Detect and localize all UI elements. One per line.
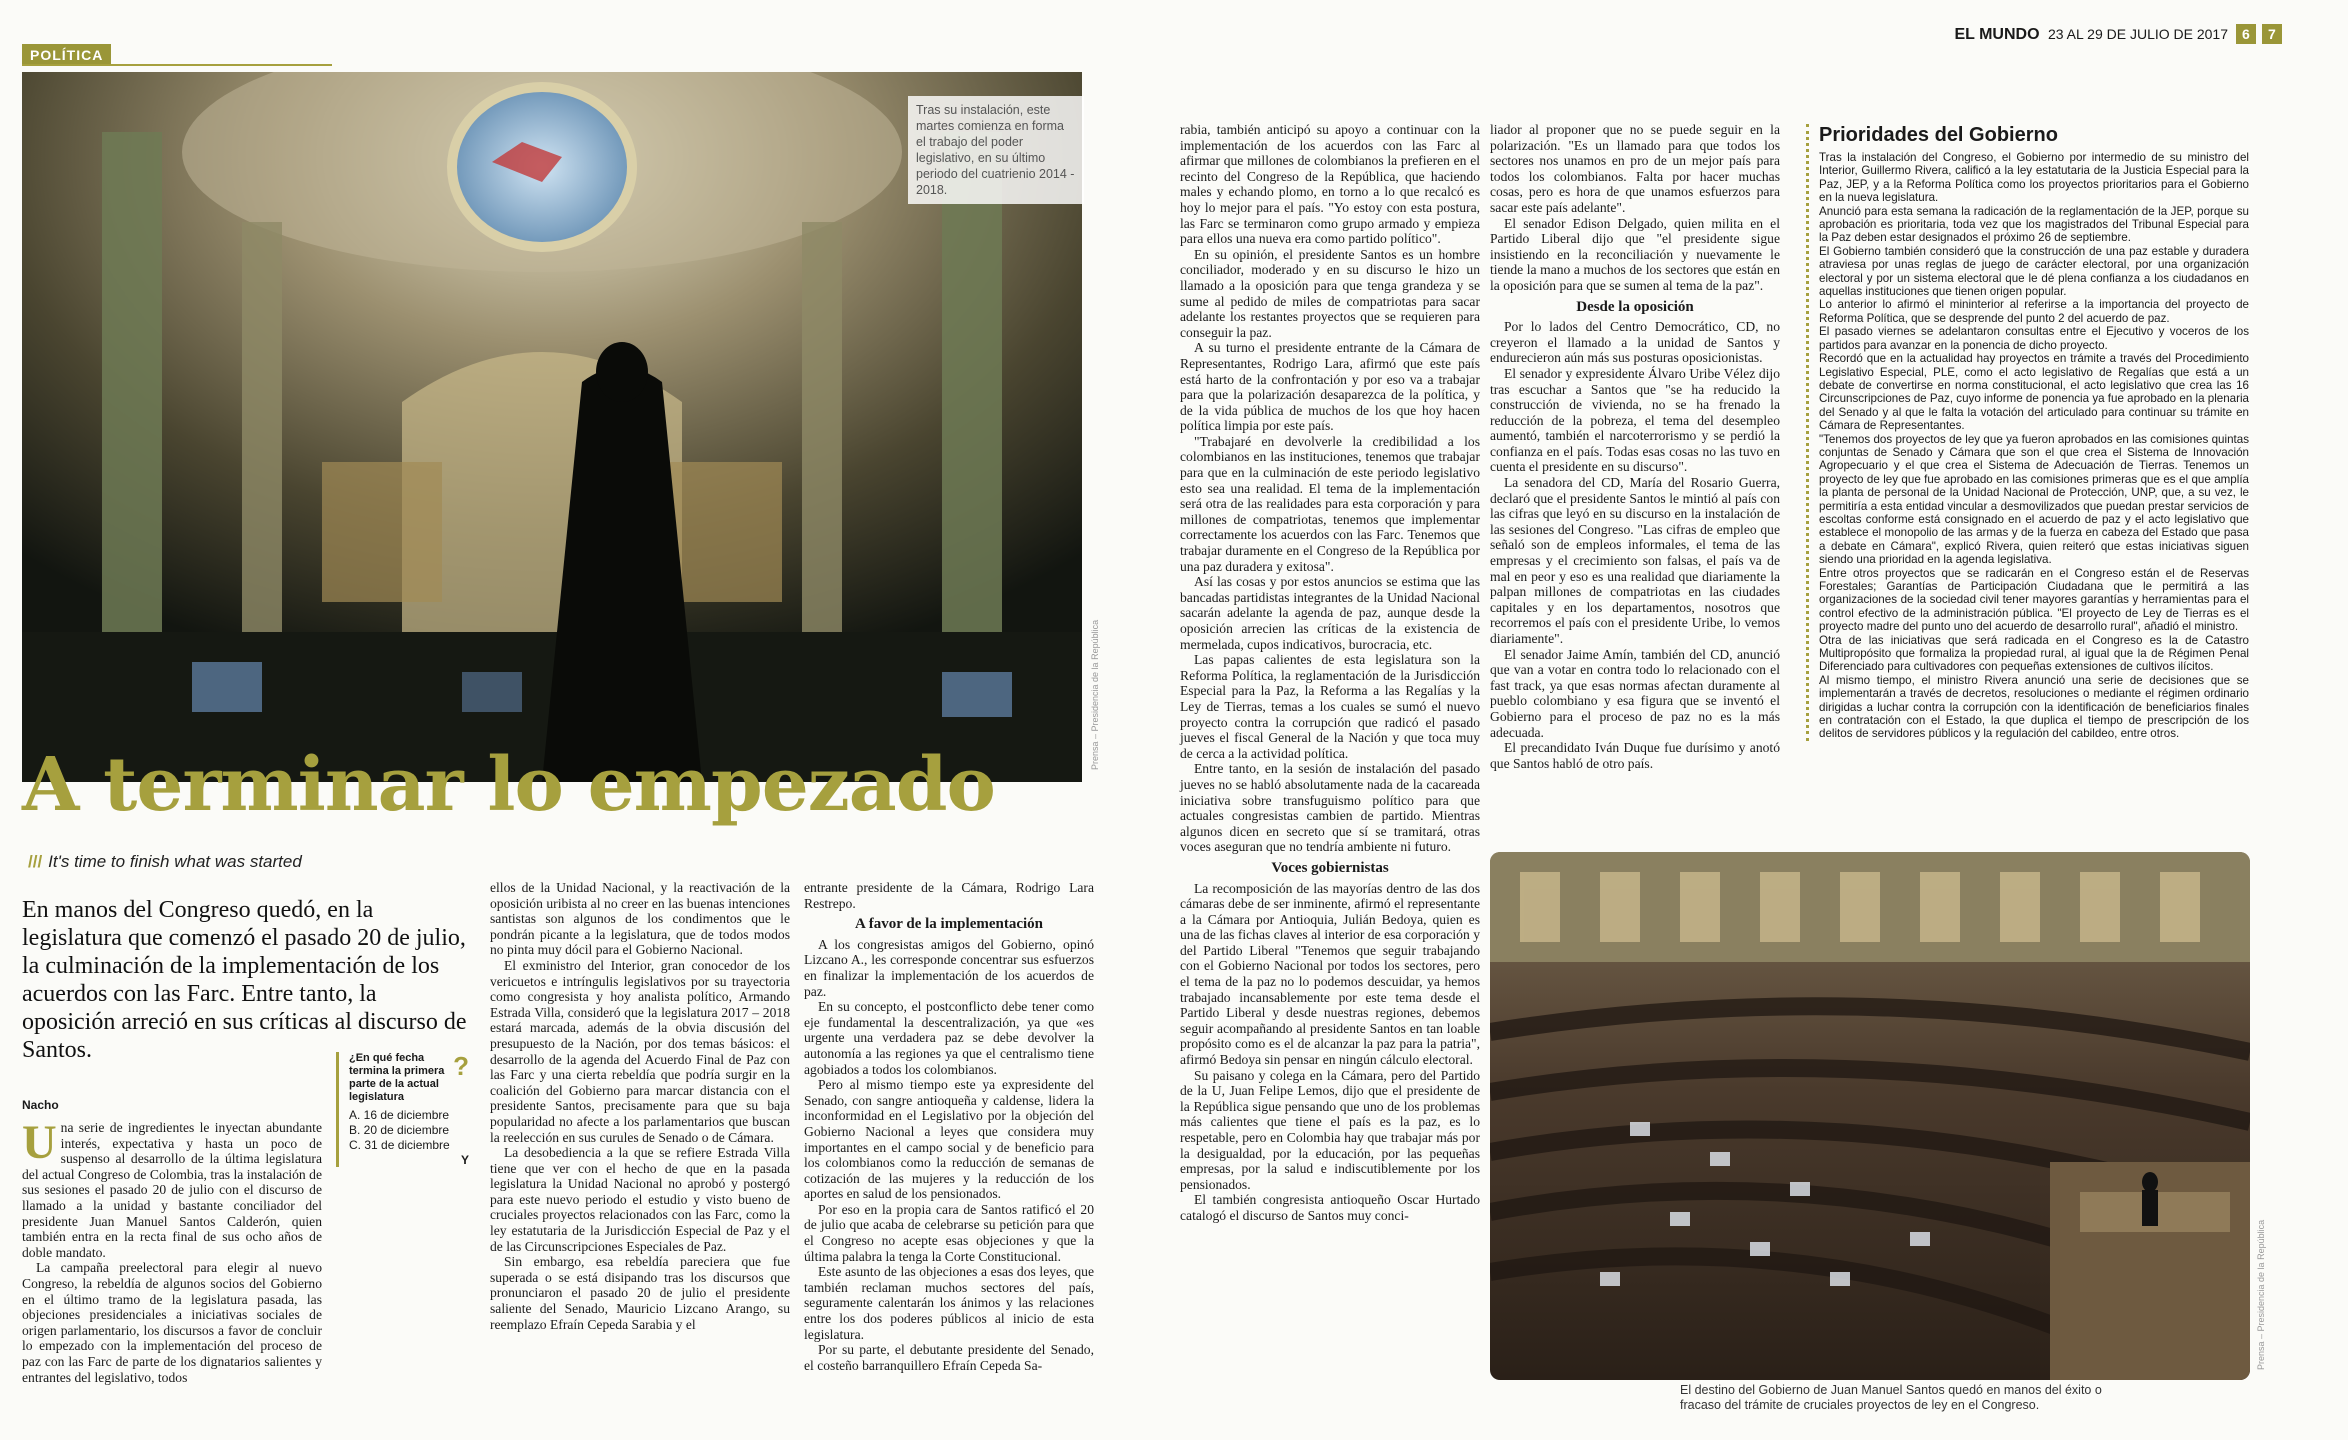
issue-date: 23 AL 29 DE JULIO DE 2017: [2047, 26, 2228, 42]
section-rule: [22, 64, 332, 66]
prioridades-p1: Tras la instalación del Congreso, el Gobierno por intermedio de su ministro del Interior, Guillermo Rivera, calificó a la ley estatutaria de la Justicia Especial para la Paz, JEP, y a la Reforma Política como los proyectos prioritarios para el Gobierno en la nueva legislatura.: [1819, 151, 2249, 205]
prioridades-p2: Anunció para esta semana la radicación de la reglamentación de la JEP, porque su aprobación es prioritaria, toda vez que los magistrados del Tribunal Especial para la Paz deben estar designados el próximo 26 de septiembre.: [1819, 204, 2249, 245]
col4-paragraph-7: Entre tanto, en la sesión de instalación del pasado jueves no se habló absolutamente nada de la cacareada iniciativa sobre transfuguismo político para que actuales congresistas cambien de partido. Mientras algunos dicen en secreto que sí se tramitará, otras voces aseguran que no tendría ambiente ni futuro.: [1180, 761, 1480, 855]
second-photo: [1490, 852, 2250, 1380]
col3-paragraph-2: A los congresistas amigos del Gobierno, opinó Lizcano A., les corresponde concentrar sus esfuerzos en finalizar la implementación de los acuerdos de paz.: [804, 936, 1094, 999]
quiz-options: [349, 1108, 469, 1153]
page-number-left: 6: [2236, 24, 2256, 44]
col4-paragraph-6: Las papas calientes de esta legislatura son la Reforma Política, la reglamentación de la Jurisdicción Especial para la Paz, la Reforma a las Regalías y la Ley de Tierras, temas a los cuales se sumó el nuevo proyecto contra la corrupción que radicó el pasado jueves el fiscal General de la Nación y que toca muy de cerca a la actividad política.: [1180, 652, 1480, 761]
col5-paragraph-3: Por lo lados del Centro Democrático, CD, no creyeron el llamado a la unidad de Santos y endurecieron aún más sus posturas oposicionistas.: [1490, 319, 1780, 366]
subhead-text: It's time to finish what was started: [48, 852, 302, 871]
col4-paragraph-3: A su turno el presidente entrante de la Cámara de Representantes, Rodrigo Lara, afirmó que este país está harto de la confrontación y por eso va a trabajar para que la polarización desaparezca de la política, y de la vida pública de muchos de los que hoy hacen política limpia por este país.: [1180, 340, 1480, 434]
col4-paragraph-10: El también congresista antioqueño Oscar Hurtado catalogó el discurso de Santos muy conci-: [1180, 1192, 1480, 1223]
col5-paragraph-1: liador al proponer que no se puede seguir en la polarización. "Es un llamado para que todos los sectores nos unamos en pro de un mejor país para todos los colombianos. Falta por hacer muchas cosas, pero es hora de que unamos esfuerzos para sacar este país adelante".: [1490, 122, 1780, 215]
col3-paragraph-3: En su concepto, el postconflicto debe tener como eje fundamental la descentralización, ya que «es urgente una verdadera paz se debe devolver la autonomía a las regiones ya que el centralismo tiene agobiados a todos los colombianos.: [804, 999, 1094, 1077]
prioridades-p8: Entre otros proyectos que se radicarán en el Congreso están el de Reservas Forestales; Garantías de Participación Ciudadana que le permitirá a las organizaciones de la sociedad civil tener mayores garantías y herramientas para el control efectivo de la administración pública. "El proyecto de Ley de Tierras es el proyecto madre del punto uno del acuerdo de desarrollo rural", añadió el ministro.: [1819, 566, 2249, 634]
prioridades-p7: "Tenemos dos proyectos de ley que ya fueron aprobados en las comisiones quintas conjuntas de Senado y Cámara que son el que crea el Sistema de Innovación Agropecuario y el que crea el Sistema de Adecuación de Tierras. Tenemos un proyecto de ley que fue aprobado en las comisiones primeras que es el que amplía la planta de personal de la Unidad Nacional de Protección, UNP, que, a su vez, le permitiría a esta entidad vincular a desmovilizados que puedan prestar servicios de escoltas conforme está consignado en el acuerdo de paz y el acto legislativo que establece el monopolio de las armas y de la fuerza en cabeza del Estado que pasa a debate en Cámara", explicó Rivera, quien reiteró que estas iniciativas siguen siendo una prioridad en la agenda legislativa.: [1819, 432, 2249, 567]
col2-paragraph-2: El exministro del Interior, gran conocedor de los vericuetos e intríngulis legislativos por su trayectoria como congresista y hoy analista político, Armando Estrada Villa, consideró que la legislatura 2017 – 2018 estará marcada, además de la obvia discusión del presupuesto de la Nación, por dos temas básicos: el desarrollo de la agenda del Acuerdo Final de Paz con las Farc y una cierta rebeldía que podría surgir en la coalición del Gobierno para marcar distancia con el presidente Santos, precisamente para que su baja popularidad no afecte a los parlamentarios que buscan la reelección en sus curules de Senado o de Cámara.: [490, 957, 790, 1145]
col5-paragraph-4: El senador y expresidente Álvaro Uribe Vélez dijo tras escuchar a Santos que "se ha reducido la construcción de vivienda, no se ha frenado la reducción de la pobreza, el tema del desempleo aumentó, también el narcoterrorismo y se perdió la confianza en el país. Todas esas cosas no las tuvo en cuenta el presidente en su discurso".: [1490, 365, 1780, 475]
quiz-option-a[interactable]: A. 16 de diciembre: [349, 1108, 450, 1122]
prioridades-box: [1806, 124, 2249, 741]
dropcap: U: [22, 1116, 57, 1169]
quiz-question-wrap: [349, 1052, 469, 1104]
subheading-a-favor: A favor de la implementación: [854, 916, 1044, 933]
article-column-4: [1180, 122, 1480, 1224]
col5-paragraph-7: El precandidato Iván Duque fue durísimo y anotó que Santos habló de otro país.: [1490, 740, 1780, 771]
page-number-right: 7: [2262, 24, 2282, 44]
prioridades-body: [1819, 151, 2249, 741]
col3-paragraph-5: Por eso en la propia cara de Santos ratificó el 20 de julio que acaba de celebrarse su petición para que el Congreso no acepte esas objeciones y que la última palabra la tenga la Corte Constitucional.: [804, 1201, 1094, 1264]
col3-paragraph-1: entrante presidente de la Cámara, Rodrigo Lara Restrepo.: [804, 880, 1094, 911]
article-column-3: [804, 880, 1094, 1373]
quiz-question: ¿En qué fecha termina la primera parte de la actual legislatura: [349, 1052, 445, 1103]
byline: Nacho: [22, 1098, 59, 1112]
article-column-1: [22, 1116, 322, 1385]
subheading-voces: Voces gobiernistas: [1271, 859, 1389, 876]
col3-paragraph-6: Este asunto de las objeciones a esas dos leyes, que también reclaman muchos sectores del país, seguramente calentarán los ánimos y las relaciones entre los dos poderes públicos al inicio de esta legislatura.: [804, 1264, 1094, 1342]
col3-paragraph-7: Por su parte, el debutante presidente del Senado, el costeño barranquillero Efraín Cepeda Sa-: [804, 1342, 1094, 1373]
quiz-option-b[interactable]: B. 20 de diciembre: [349, 1123, 450, 1137]
prioridades-p5: El pasado viernes se adelantaron consultas entre el Ejecutivo y voceros de los partidos para avanzar en la ponencia de dicho proyecto.: [1819, 325, 2249, 352]
second-photo-caption: El destino del Gobierno de Juan Manuel Santos quedó en manos del éxito o fracaso del trámite de cruciales proyectos de ley en el Congreso.: [1680, 1383, 2102, 1412]
col4-paragraph-8: La recomposición de las mayorías dentro de las dos cámaras debe de ser inminente, afirmó el representante a la Cámara por Antioquia, Julián Bedoya, quien es una de las fichas claves al interior de esa corporación y del Partido Liberal "Tenemos que seguir trabajando con el Gobierno Nacional por todos los sectores, pero el tema de la paz no lo podemos descuidar, ya hemos trabajado incansablemente por este tema desde el Partido Liberal y desde nuestras regiones, debemos seguir acompañando al presidente Santos en tan loable propósito como es el de alcanzar la paz para la patria", afirmó Bedoya sin pensar en ningún cálculo electoral.: [1180, 880, 1480, 1068]
col2-paragraph-1: ellos de la Unidad Nacional, y la reactivación de la oposición uribista al no creer en las buenas intenciones santistas son algunos de los condimentos que le pondrán picante a la legislatura, que de todos modos no pinta muy dócil para el Gobierno Nacional.: [490, 880, 790, 958]
col2-paragraph-3: La desobediencia a la que se refiere Estrada Villa tiene que ver con el hecho de que en la pasada legislatura la Unidad Nacional no aprobó y postergó para este nuevo periodo el estudio y visto bueno de cruciales proyectos relacionados con las Farc, como la ley estatutaria de la Jurisdicción Especial de Paz y el de las Circunscripciones Especiales de Paz.: [490, 1145, 790, 1254]
prioridades-p9: Otra de las iniciativas que será radicada en el Congreso es la de Catastro Multipropósito que formaliza la propiedad rural, al igual que la de Régimen Penal Diferenciado para cultivadores con pequeñas extensiones de cultivos ilícitos.: [1819, 633, 2249, 674]
main-photo-credit: Prensa – Presidencia de la República: [1090, 619, 1100, 770]
prioridades-p3: El Gobierno también consideró que la construcción de una paz estable y duradera atraviesa por unas reglas de juego de carácter electoral, por una organización electoral y por un sistema electoral que le dé plena confianza a los ciudadanos en aquellas instituciones que tienen origen popular.: [1819, 244, 2249, 299]
masthead: [1954, 26, 2228, 44]
quiz-answer-mark: Y: [460, 1153, 469, 1167]
headline: A terminar lo empezado: [22, 742, 995, 828]
col1-p1-text: na serie de ingredientes le inyectan abundante interés, expectativa y hasta un poco de suspenso al desarrollo de la última legislatura del actual Congreso de Colombia, tras la instalación de sus sesiones el pasado 20 de julio con el discurso de llamado a la unidad y bastante conciliador del presidente Juan Manuel Santos Calderón, quien también entra en la recta final de sus ocho años de doble mandato.: [22, 1120, 322, 1260]
prioridades-p10: Al mismo tiempo, el ministro Rivera anunció una serie de decisiones que se implementarán a través de decretos, resoluciones o mediante el régimen ordinario dirigidas a luchar contra la corrupción con la identificación de beneficiarios finales en contratación con el Estado, la que duplica el tiempo de prescripción de los delitos de servidores públicos y la regulación del cabildeo, entre otros.: [1819, 673, 2249, 741]
quiz-option-c[interactable]: C. 31 de diciembre: [349, 1138, 450, 1152]
col3-paragraph-4: Pero al mismo tiempo este ya expresidente del Senado, con sangre antioqueña y caldense, lidera la inconformidad en el Legislativo por la objeción del Gobierno Nacional a leyes que considera muy importantes en el campo social y de beneficio para los colombianos como la reducción de semanas de cotización de las mujeres y la reducción de los aportes en salud de los pensionados.: [804, 1077, 1094, 1202]
col4-paragraph-9: Su paisano y colega en la Cámara, pero del Partido de la U, Juan Felipe Lemos, dijo que el presidente de la República sigue pensando que uno de los problemas más calientes que tiene el país es la paz, es lo respetable, pero en Colombia hay que trabajar más por la desigualdad, por la educación, por las pequeñas empresas, por la salud e indiscutiblemente por los pensionados.: [1180, 1067, 1480, 1192]
second-photo-credit: Prensa – Presidencia de la República: [2256, 1219, 2266, 1370]
subhead: [28, 852, 302, 872]
col4-paragraph-4: "Trabajaré en devolverle la credibilidad a los colombianos en las instituciones, tenemos que trabajar para que en la culminación de este periodo legislativo esto sea una realidad. El tema de la implementación será otra de las realidades para esta corporación y para millones de compatriotas, tenemos que implementar correctamente los acuerdos con las Farc. Tenemos que trabajar duramente en el Congreso de la República por una paz duradera y exitosa".: [1180, 433, 1480, 574]
quiz-question-mark: ?: [453, 1051, 469, 1081]
col5-paragraph-2: El senador Edison Delgado, quien milita en el Partido Liberal dijo que "el presidente sigue insistiendo en la reconciliación y nuevamente le tiende la mano a muchos de los sectores que están en la oposición para que se sumen al tema de la paz".: [1490, 215, 1780, 293]
prioridades-p6: Recordó que en la actualidad hay proyectos en trámite a través del Procedimiento Legislativo Especial, PLE, como el acto legislativo de Regalías que está a un debate de convertirse en norma constitucional, el acto legislativo que crea las 16 Circunscripciones de Paz, cuyo informe de ponencia ya fue aprobado en la plenaria del Senado y al que le falta la votación del articulado para continuar su trámite en Cámara de Representantes.: [1819, 352, 2249, 433]
col1-paragraph-2: La campaña preelectoral para elegir al nuevo Congreso, la rebeldía de algunos socios del Gobierno en el último tramo de la legislatura pasada, las objeciones presidenciales a iniciativas sociales de origen parlamentario, los discursos a favor de concluir lo empezado con la implementación del proceso de paz con las Farc de parte de los dignatarios salientes y entrantes del legislativo, todos: [22, 1260, 322, 1385]
col4-paragraph-5: Así las cosas y por estos anuncios se estima que las bancadas partidistas integrantes de la Unidad Nacional sacarán adelante la agenda de paz, aunque desde la oposición arrecien las críticas de la existencia de mermelada, cupos indicativos, burocracia, etc.: [1180, 574, 1480, 652]
section-tag: POLÍTICA: [22, 44, 111, 66]
article-column-2: [490, 880, 790, 1332]
col4-paragraph-2: En su opinión, el presidente Santos es un hombre conciliador, moderado y en su discurso le hizo un llamado a la oposición para que tenga grandeza y se sume al pedido de miles de compatriotas para sacar adelante los restantes proyectos que se requieren para conseguir la paz.: [1180, 246, 1480, 340]
paper-name: EL MUNDO: [1954, 26, 2040, 43]
prioridades-title: Prioridades del Gobierno: [1819, 124, 2058, 146]
col1-paragraph-1: [22, 1116, 322, 1260]
col2-paragraph-4: Sin embargo, esa rebeldía pareciera que fue superada o se está disipando tras los discursos que pronunciaron el pasado 20 de julio el presidente saliente del Senado, Mauricio Lizcano Arango, su reemplazo Efraín Cepeda Sarabia y el: [490, 1254, 790, 1332]
col5-paragraph-5: La senadora del CD, María del Rosario Guerra, declaró que el presidente Santos le mintió al país con las cifras que leyó en su discurso en la instalación de las sesiones del Congreso. "Las cifras de empleo que señaló son de empleos informales, el tema de las empresas y el crecimiento son falsas, el país va de mal en peor y eso es una realidad que diariamente la palpan millones de compatriotas en las ciudades capitales y en los departamentos, nosotros que recorremos el país con el presidente Uribe, lo vemos diariamente".: [1490, 475, 1780, 646]
lede: En manos del Congreso quedó, en la legislatura que comenzó el pasado 20 de julio, la culminación de la implementación de los acuerdos con las Farc. Entre tanto, la oposición arreció en sus críticas al discurso de Santos.: [22, 897, 467, 1063]
subhead-marks: ///: [28, 852, 43, 871]
quiz-box: [336, 1052, 469, 1167]
col5-paragraph-6: El senador Jaime Amín, también del CD, anunció que van a votar en contra todo lo relacionado con el fast track, ya que esas normas afectan duramente al pueblo colombiano y esa figura que se inventó el Gobierno para el proceso de paz no es la más adecuada.: [1490, 646, 1780, 740]
main-photo-caption: Tras su instalación, este martes comienza en forma el trabajo del poder legislativo, en su último periodo del cuatrienio 2014 - 2018.: [908, 96, 1084, 204]
col4-paragraph-1: rabia, también anticipó su apoyo a continuar con la implementación de los acuerdos con las Farc al afirmar que millones de colombianos la prefieren en el recinto del Congreso de la República, que haciendo males y echando plomo, en torno a lo que recalcó es hoy lo mejor para el país. "Yo estoy con esta postura, las Farc se terminaron como grupo armado y empieza para ellos una nueva era como partido político".: [1180, 122, 1480, 247]
prioridades-p4: Lo anterior lo afirmó el mininterior al referirse a la importancia del proyecto de Reforma Política, que se desprende del punto 2 del acuerdo de paz.: [1819, 298, 2249, 325]
article-column-5: [1490, 122, 1780, 771]
subheading-oposicion: Desde la oposición: [1576, 298, 1694, 315]
plenary-illustration: [1490, 852, 2250, 1380]
